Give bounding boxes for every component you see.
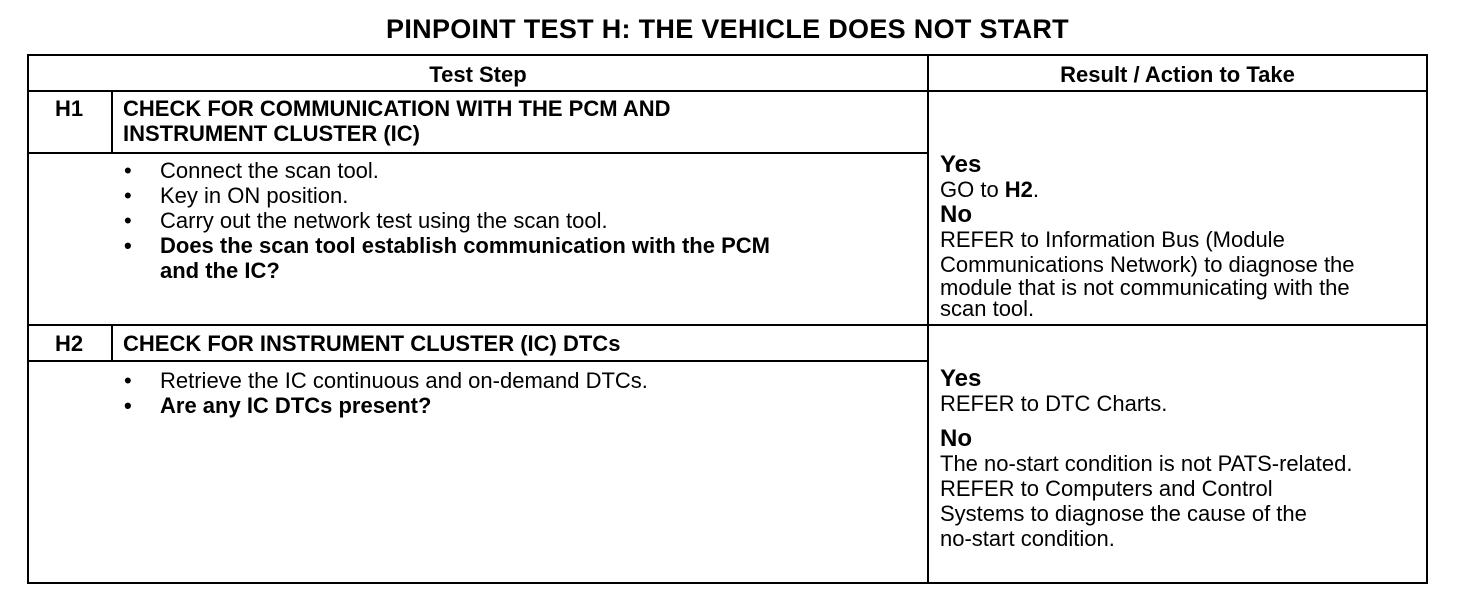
- result-h1-no-label: No: [940, 201, 972, 228]
- step-title-h1-line2: INSTRUMENT CLUSTER (IC): [123, 121, 420, 146]
- step-title-h2-line1: CHECK FOR INSTRUMENT CLUSTER (IC) DTCs: [123, 331, 621, 356]
- list-item: and the IC?: [160, 258, 280, 283]
- step-title-h1: [123, 96, 671, 146]
- page-title: PINPOINT TEST H: THE VEHICLE DOES NOT START: [386, 14, 1069, 44]
- result-h2-no-line4: no-start condition.: [940, 526, 1115, 551]
- list-item: • Connect the scan tool.: [122, 158, 770, 183]
- list-item: • Key in ON position.: [122, 183, 770, 208]
- step-h2-bullets: [122, 368, 648, 418]
- result-h1-no-line1: REFER to Information Bus (Module: [940, 227, 1285, 252]
- step-title-h1-line1: CHECK FOR COMMUNICATION WITH THE PCM AND: [123, 96, 671, 121]
- result-h2-no-line3: Systems to diagnose the cause of the: [940, 501, 1307, 526]
- yes-text-link: H2: [1004, 177, 1033, 202]
- result-h1: [940, 152, 1430, 319]
- h1-end-rule: [29, 324, 1426, 326]
- step-h1-bullets: [122, 158, 770, 283]
- column-divider: [927, 56, 929, 582]
- list-item: • Does the scan tool establish communication with the PCM: [122, 233, 770, 258]
- step-id-h1: H1: [54, 96, 84, 121]
- pinpoint-table: [27, 54, 1428, 584]
- result-h1-no-line2: Communications Network) to diagnose the: [940, 252, 1355, 277]
- list-item: • Are any IC DTCs present?: [122, 393, 648, 418]
- result-h2-yes-text: REFER to DTC Charts.: [940, 391, 1168, 416]
- result-h1-no-line4: scan tool.: [940, 296, 1035, 321]
- id-divider-h1: [111, 92, 113, 154]
- header-test-step: Test Step: [429, 62, 527, 87]
- result-h2-yes-label: Yes: [940, 365, 982, 392]
- step-title-h2: [123, 331, 620, 356]
- header-result: Result / Action to Take: [1060, 62, 1295, 87]
- h1-title-rule: [29, 152, 927, 154]
- result-h2-no-line2: REFER to Computers and Control: [940, 476, 1273, 501]
- result-h2-no-line1: The no-start condition is not PATS-related.: [940, 451, 1353, 476]
- h2-title-rule: [29, 360, 927, 362]
- yes-text-suffix: .: [1032, 177, 1040, 202]
- list-item: • Retrieve the IC continuous and on-demand DTCs.: [122, 368, 648, 393]
- result-h2-no-label: No: [940, 425, 972, 452]
- yes-text-prefix: GO to: [940, 177, 1005, 202]
- result-h1-yes-text: [940, 177, 1430, 202]
- step-id-h2: H2: [54, 331, 84, 356]
- result-h2: [940, 366, 1430, 551]
- result-h1-no-line3: module that is not communicating with the: [940, 275, 1350, 300]
- result-h1-yes-label: Yes: [940, 151, 982, 178]
- list-item: • Carry out the network test using the scan tool.: [122, 208, 770, 233]
- id-divider-h2: [111, 326, 113, 362]
